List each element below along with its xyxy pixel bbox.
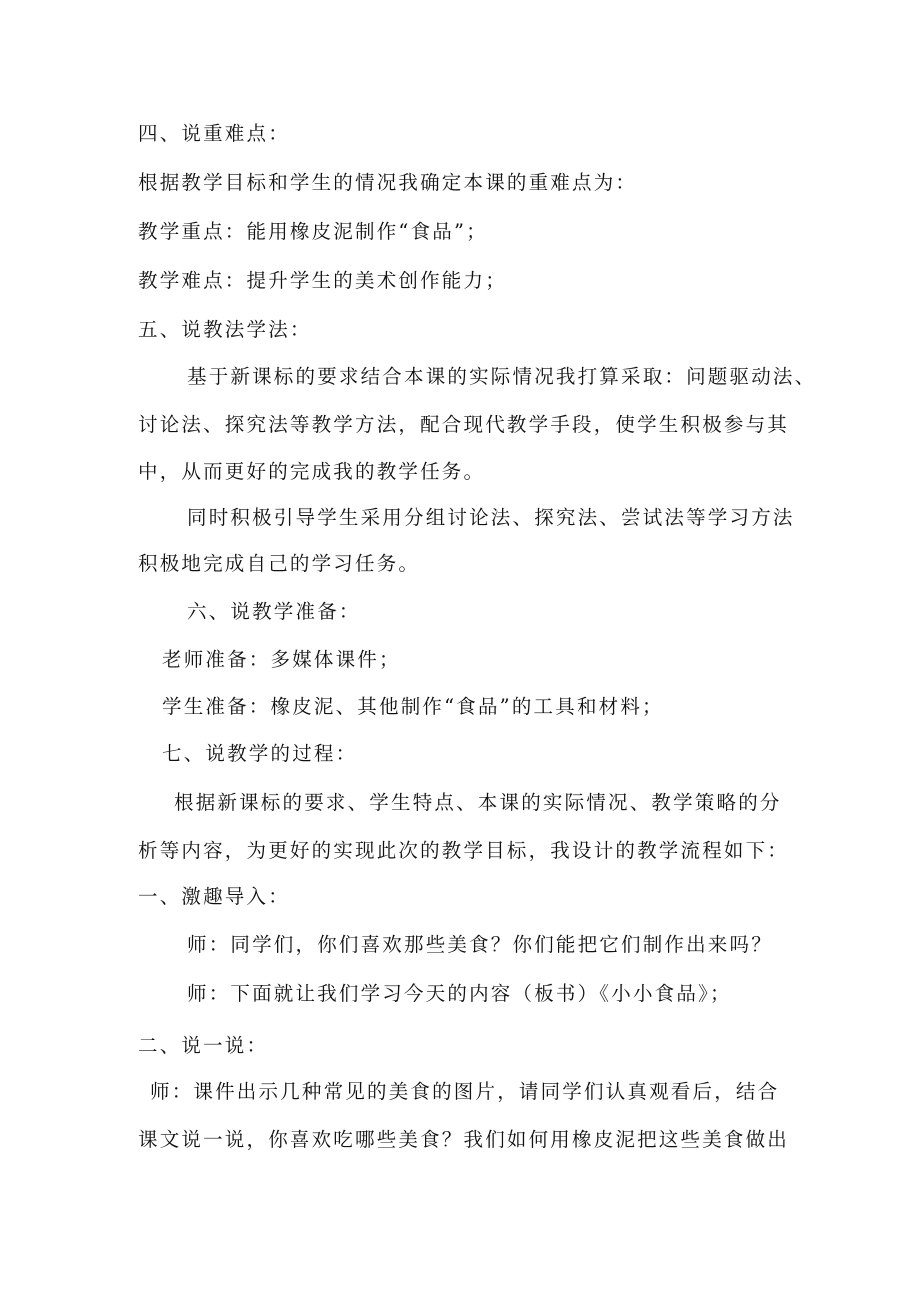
text-line: 根据新课标的要求、学生特点、本课的实际情况、教学策略的分 <box>174 791 782 814</box>
text-line: 积极地完成自己的学习任务。 <box>138 552 421 575</box>
text-line: 师：同学们，你们喜欢那些美食？你们能把它们制作出来吗？ <box>187 933 773 956</box>
text-line: 师：课件出示几种常见的美食的图片，请同学们认真观看后，结合 <box>150 1080 780 1103</box>
heading-methods: 五、说教法学法： <box>138 318 312 341</box>
text-line: 根据教学目标和学生的情况我确定本课的重难点为： <box>138 171 638 194</box>
heading-process: 七、说教学的过程： <box>162 742 358 765</box>
text-line: 教学难点：提升学生的美术创作能力； <box>138 269 507 292</box>
text-line: 学生准备：橡皮泥、其他制作“食品”的工具和材料； <box>162 695 664 718</box>
text-line: 师：下面就让我们学习今天的内容（板书）《小小食品》； <box>187 982 732 1005</box>
heading-speak: 二、说一说： <box>138 1034 269 1057</box>
heading-key-points: 四、说重难点： <box>138 122 290 145</box>
text-line: 析等内容，为更好的实现此次的教学目标，我设计的教学流程如下： <box>138 839 790 862</box>
text-line: 讨论法、探究法等教学方法，配合现代教学手段，使学生积极参与其 <box>138 413 790 436</box>
text-line: 基于新课标的要求结合本课的实际情况我打算采取：问题驱动法、 <box>187 365 817 388</box>
text-line: 课文说一说，你喜欢吃哪些美食？我们如何用橡皮泥把这些美食做出 <box>138 1128 790 1151</box>
heading-preparation: 六、说教学准备： <box>187 600 361 623</box>
text-line: 教学重点：能用橡皮泥制作“食品”； <box>138 220 488 243</box>
text-line: 中，从而更好的完成我的教学任务。 <box>138 460 486 483</box>
heading-intro: 一、激趣导入： <box>138 885 290 908</box>
text-line: 同时积极引导学生采用分组讨论法、探究法、尝试法等学习方法 <box>187 506 795 529</box>
text-line: 老师准备：多媒体课件； <box>162 648 401 671</box>
